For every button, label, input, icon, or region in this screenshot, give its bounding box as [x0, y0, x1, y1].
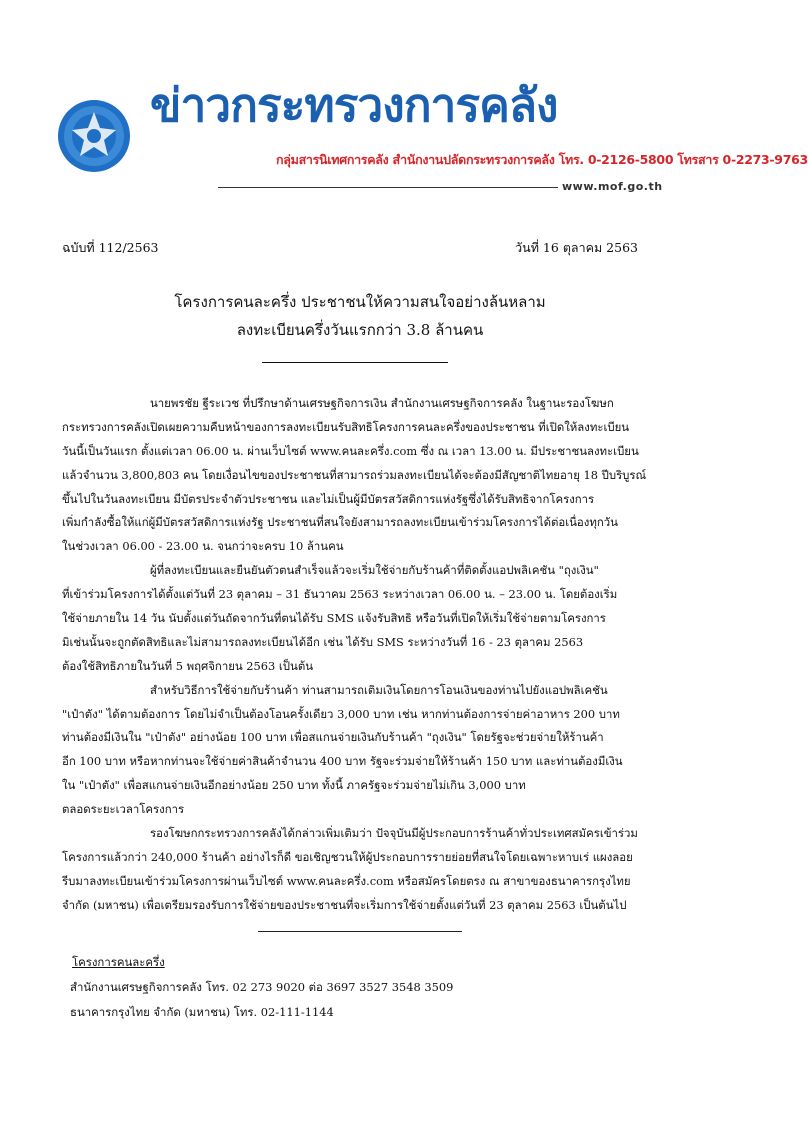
- ministry-emblem-icon: [56, 98, 132, 174]
- body-line: ผู้ที่ลงทะเบียนและยืนยันตัวตนสำเร็จแล้วจะเริ่มใช้จ่ายกับร้านค้าที่ติดตั้งแอปพลิเคชัน "ถุงเงิน": [150, 563, 599, 578]
- masthead-title: ข่าวกระทรวงการคลัง: [150, 78, 558, 132]
- issue-number: ฉบับที่ 112/2563: [62, 240, 159, 255]
- body-line: อีก 100 บาท หรือหากท่านจะใช้จ่ายค่าสินค้าจำนวน 400 บาท รัฐจะร่วมจ่ายให้ร้านค้า 150 บาท และท่านต้องมีเงิน: [62, 754, 623, 769]
- body-line: "เป๋าตัง" ได้ตามต้องการ โดยไม่จำเป็นต้องโอนครั้งเดียว 3,000 บาท เช่น หากท่านต้องการจ่ายค่าอาหาร 200 บาท: [62, 706, 620, 721]
- masthead-subtitle: กลุ่มสารนิเทศการคลัง สำนักงานปลัดกระทรวงการคลัง โทร. 0-2126-5800 โทรสาร 0-2273-9763: [276, 152, 808, 167]
- body-line: ใน "เป๋าตัง" เพื่อสแกนจ่ายเงินอีกอย่างน้อย 250 บาท ทั้งนี้ ภาครัฐจะร่วมจ่ายไม่เกิน 3,000 บาท: [62, 778, 526, 793]
- body-line: จำกัด (มหาชน) เพื่อเตรียมรองรับการใช้จ่ายของประชาชนที่จะเริ่มการใช้จ่ายตั้งแต่วันที่ 23 ตุลาคม 2563 เป็นต้นไป: [62, 897, 627, 912]
- headline-divider: [262, 362, 448, 363]
- body-line: ที่เข้าร่วมโครงการได้ตั้งแต่วันที่ 23 ตุลาคม – 31 ธันวาคม 2563 ระหว่างเวลา 06.00 น. – 23.00 น. โดยต้องเริ่ม: [62, 587, 618, 602]
- body-line: ตลอดระยะเวลาโครงการ: [62, 802, 185, 817]
- body-line: ต้องใช้สิทธิภายในวันที่ 5 พฤศจิกายน 2563 เป็นต้น: [62, 658, 313, 673]
- contact-heading: โครงการคนละครึ่ง: [72, 955, 165, 969]
- body-paragraph-1: [62, 392, 652, 918]
- masthead-divider: [218, 187, 558, 188]
- body-line: นายพรชัย ฐีระเวช ที่ปรึกษาด้านเศรษฐกิจการเงิน สำนักงานเศรษฐกิจการคลัง ในฐานะรองโฆษก: [150, 396, 614, 410]
- body-line: ใช้จ่ายภายใน 14 วัน นับตั้งแต่วันถัดจากวันที่ตนได้รับ SMS แจ้งรับสิทธิ หรือวันที่เปิดให้เริ่มใช้จ่ายตามโครงการ: [62, 611, 606, 626]
- masthead-url: www.mof.go.th: [562, 180, 663, 193]
- body-line: ในช่วงเวลา 06.00 - 23.00 น. จนกว่าจะครบ 10 ล้านคน: [62, 539, 344, 554]
- headline-line-1: โครงการคนละครึ่ง ประชาชนให้ความสนใจอย่างล้นหลาม: [174, 293, 546, 311]
- end-divider: [258, 931, 462, 932]
- contact-block: [62, 950, 453, 1025]
- body-line: รองโฆษกกระทรวงการคลังได้กล่าวเพิ่มเติมว่า ปัจจุบันมีผู้ประกอบการร้านค้าทั่วประเทศสมัครเข้าร่วม: [150, 826, 638, 841]
- body-line: ขึ้นไปในวันลงทะเบียน มีบัตรประจำตัวประชาชน และไม่เป็นผู้มีบัตรสวัสดิการแห่งรัฐซึ่งได้รับสิทธิจากโครงการ: [62, 491, 595, 506]
- body-line: กระทรวงการคลังเปิดเผยความคืบหน้าของการลงทะเบียนรับสิทธิโครงการคนละครึ่งของประชาชน ที่เปิดให้ลงทะเบียน: [62, 419, 630, 434]
- headline-line-2: ลงทะเบียนครึ่งวันแรกกว่า 3.8 ล้านคน: [236, 321, 484, 339]
- body-line: แล้วจำนวน 3,800,803 คน โดยเงื่อนไขของประชาชนที่สามารถร่วมลงทะเบียนได้จะต้องมีสัญชาติไทยอายุ 18 ปีบริบูรณ์: [62, 467, 647, 482]
- contact-line-2: ธนาคารกรุงไทย จำกัด (มหาชน) โทร. 02-111-1144: [70, 1005, 334, 1019]
- masthead: [0, 0, 808, 200]
- body-line: โครงการแล้วกว่า 240,000 ร้านค้า อย่างไรก็ดี ขอเชิญชวนให้ผู้ประกอบการรายย่อยที่สนใจโดยเฉพาะหาบเร่ แผงลอย: [62, 849, 633, 864]
- body-line: เพิ่มกำลังซื้อให้แก่ผู้มีบัตรสวัสดิการแห่งรัฐ ประชาชนที่สนใจยังสามารถลงทะเบียนเข้าร่วมโครงการได้ต่อเนื่องทุกวัน: [62, 515, 618, 530]
- body-line: วันนี้เป็นวันแรก ตั้งแต่เวลา 06.00 น. ผ่านเว็บไซต์ www.คนละครึ่ง.com ซึ่ง ณ เวลา 13.00 น. มีประชาชนลงทะเบียน: [62, 443, 639, 458]
- issue-date: วันที่ 16 ตุลาคม 2563: [515, 240, 638, 255]
- body-line: มิเช่นนั้นจะถูกตัดสิทธิและไม่สามารถลงทะเบียนได้อีก เช่น ได้รับ SMS ระหว่างวันที่ 16 - 23 ตุลาคม 2563: [62, 634, 584, 649]
- body-line: สำหรับวิธีการใช้จ่ายกับร้านค้า ท่านสามารถเติมเงินโดยการโอนเงินของท่านไปยังแอปพลิเคชัน: [150, 682, 608, 697]
- body-line: รีบมาลงทะเบียนเข้าร่วมโครงการผ่านเว็บไซต์ www.คนละครึ่ง.com หรือสมัครโดยตรง ณ สาขาของธนาคารกรุงไทย: [62, 873, 631, 888]
- contact-line-1: สำนักงานเศรษฐกิจการคลัง โทร. 02 273 9020 ต่อ 3697 3527 3548 3509: [70, 980, 454, 994]
- body-line: ท่านต้องมีเงินใน "เป๋าตัง" อย่างน้อย 100 บาท เพื่อสแกนจ่ายเงินกับร้านค้า "ถุงเงิน" โดยรัฐจะช่วยจ่ายให้ร้านค้า: [62, 730, 604, 745]
